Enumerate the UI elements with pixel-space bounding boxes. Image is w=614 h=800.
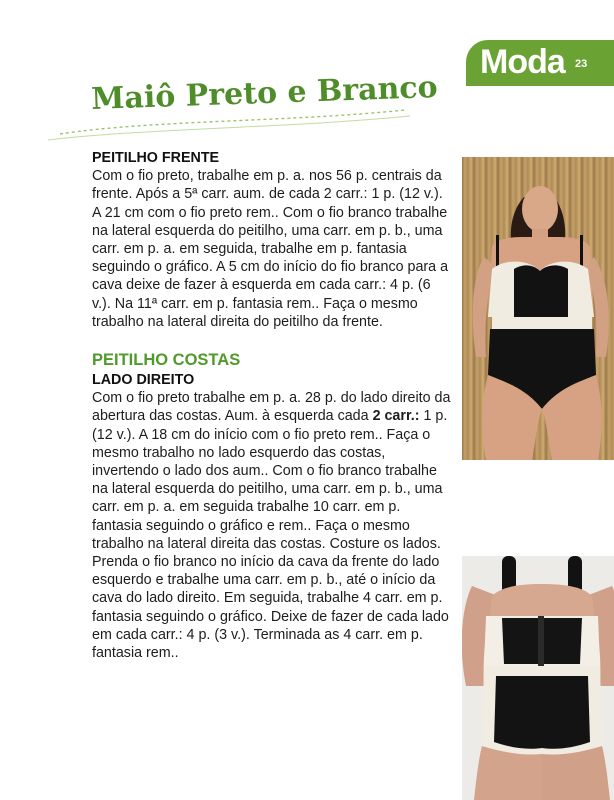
section-label: Moda	[480, 43, 565, 81]
paragraph-costas-part-b: 1 p. (12 v.). A 18 cm do início com o fio preto rem.. Faça o mesmo trabalho no lado esquerdo das costas, invertendo o lado dos aum.. Com o fio branco trabalhe na lateral esquerda do peitilho, uma carr. em p. b., uma carr. em p. a. em seguida trabalhe 10 carr. em p. fantasia seguindo o gráfico e rem.. Faça o mesmo trabalho na lateral direita das costas. Costure os lados. Prenda o fio branco no início da cava da frente do lado esquerdo e trabalhe uma carr. em p. b., até o início da cava do lado direito. Em seguida, trabalhe 4 carr. em p. fantasia seguindo o gráfico. Deixe de fazer de cada lado em cada carr.: 4 p. (3 v.). Terminada as 4 carr. em p. fantasia rem..	[92, 408, 449, 662]
subheading-lado-direito: LADO DIREITO	[92, 372, 195, 389]
paragraph-costas-bold: 2 carr.:	[372, 408, 420, 425]
paragraph-costas	[92, 389, 452, 662]
heading-peitilho-costas: PEITILHO COSTAS	[92, 351, 241, 370]
page-number: 23	[575, 58, 588, 70]
front-swimsuit-photo	[462, 157, 614, 460]
page-title: Maiô Preto e Branco	[90, 69, 439, 118]
heading-peitilho-frente: PEITILHO FRENTE	[92, 150, 220, 166]
article-body	[92, 149, 452, 662]
front-swimsuit-illustration	[462, 157, 614, 460]
paragraph-frente: Com o fio preto, trabalhe em p. a. nos 56 p. centrais da frente. Após a 5ª carr. aum. de cada 2 carr.: 1 p. (12 v.). A 21 cm com o fio preto rem.. Com o fio branco trabalhe na lateral esquerda do peitilho, uma carr. em p. b., uma carr. em p. a. em seguida, trabalhe em p. fantasia seguindo o gráfico. A 5 cm do início do fio branco para a cava deixe de fazer à esquerda em cada carr.: 4 p. (6 v.). Na 11ª carr. em p. fantasia rem.. Faça o mesmo trabalho na lateral direita do peitilho da frente.	[92, 168, 449, 330]
paragraph-costas-part-a: Com o fio preto trabalhe em p. a. 28 p. do lado direito da abertura das costas. Aum. à esquerda cada	[92, 390, 451, 425]
back-swimsuit-illustration	[462, 556, 614, 800]
back-swimsuit-photo	[462, 556, 614, 800]
